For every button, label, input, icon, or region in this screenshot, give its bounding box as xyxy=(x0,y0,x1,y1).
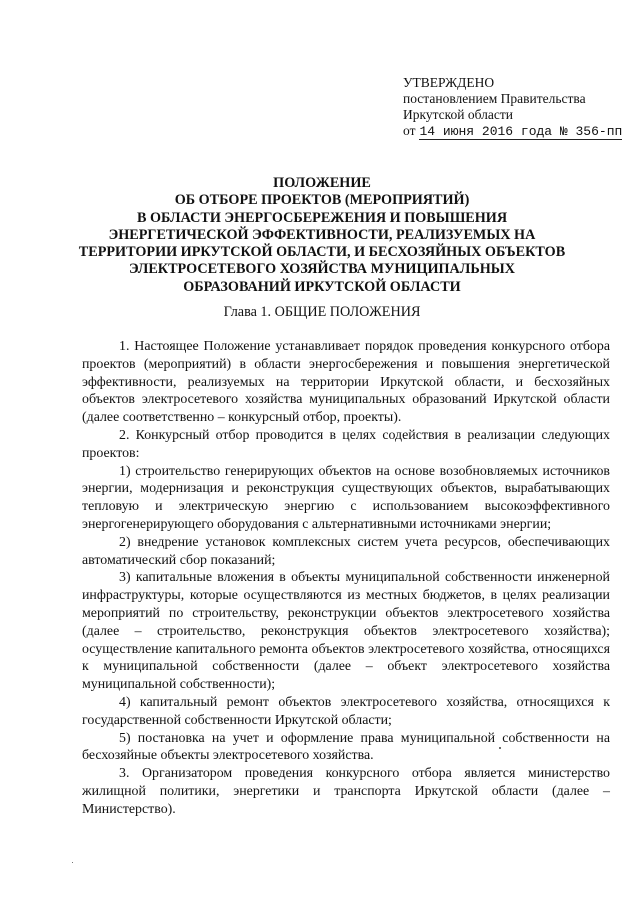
scan-speck xyxy=(72,862,73,863)
title-line: ТЕРРИТОРИИ ИРКУТСКОЙ ОБЛАСТИ, И БЕСХОЗЯЙНЫХ ОБЪЕКТОВ xyxy=(78,244,566,261)
list-item-1: 1) строительство генерирующих объектов на основе возобновляемых источников энергии, модернизация и реконструкция существующих объектов, вырабатывающих тепловую и электрическую энергию с использованием высокоэффективного энергогенерирующего оборудования с альтернативными источниками энергии; xyxy=(82,463,610,532)
paragraph-2: 2. Конкурсный отбор проводится в целях содействия в реализации следующих проектов: xyxy=(82,427,610,461)
title-line: ПОЛОЖЕНИЕ xyxy=(273,175,371,191)
order-line xyxy=(403,123,622,140)
list-item-3: 3) капитальные вложения в объекты муниципальной собственности инженерной инфраструктуры, которые осуществляются из местных бюджетов, в целях реализации мероприятий по строительству, реконструкции объектов электросетевого хозяйства (далее – строительство, реконструкция объектов электросетевого хозяйства); осуществление капитального ремонта объектов электросетевого хозяйства, относящихся к муниципальной собственности (далее – объект электросетевого хозяйства муниципальной собственности); xyxy=(82,570,610,693)
approved-label: УТВЕРЖДЕНО xyxy=(403,75,495,90)
approval-line-2: Иркутской области xyxy=(403,107,514,122)
list-item-2: 2) внедрение установок комплексных систем учета ресурсов, обеспечивающих автоматический сбор показаний; xyxy=(82,534,610,568)
document-title xyxy=(40,175,604,296)
list-item-4: 4) капитальный ремонт объектов электросетевого хозяйства, относящихся к государственной собственности Иркутской области; xyxy=(82,694,610,728)
order-date: 14 июня 2016 года № 356-пп xyxy=(419,124,623,139)
title-line: ОБ ОТБОРЕ ПРОЕКТОВ (МЕРОПРИЯТИЙ) xyxy=(174,192,470,209)
document-body xyxy=(82,338,610,819)
paragraph-1: 1. Настоящее Положение устанавливает порядок проведения конкурсного отбора проектов (мероприятий) в области энергосбережения и повышения энергетической эффективности, реализуемых на территории Иркутской области, и бесхозяйных объектов электросетевого хозяйства муниципальных образований Иркутской области (далее соответственно – конкурсный отбор, проекты). xyxy=(82,339,610,426)
list-item-5: 5) постановка на учет и оформление права муниципальной собственности на бесхозяйные объекты электросетевого хозяйства. xyxy=(82,730,610,764)
approval-stamp xyxy=(403,75,622,140)
title-line: ЭЛЕКТРОСЕТЕВОГО ХОЗЯЙСТВА МУНИЦИПАЛЬНЫХ xyxy=(129,261,515,278)
approval-line-1: постановлением Правительства xyxy=(403,91,586,106)
chapter-heading: Глава 1. ОБЩИЕ ПОЛОЖЕНИЯ xyxy=(223,304,421,320)
order-from-label: от xyxy=(403,123,416,138)
title-line: ЭНЕРГЕТИЧЕСКОЙ ЭФФЕКТИВНОСТИ, РЕАЛИЗУЕМЫХ НА xyxy=(108,226,536,243)
scan-speck xyxy=(499,747,501,749)
paragraph-3: 3. Организатором проведения конкурсного отбора является министерство жилищной политики, энергетики и транспорта Иркутской области (далее – Министерство). xyxy=(82,766,610,817)
title-line: ОБРАЗОВАНИЙ ИРКУТСКОЙ ОБЛАСТИ xyxy=(183,278,461,295)
title-line: В ОБЛАСТИ ЭНЕРГОСБЕРЕЖЕНИЯ И ПОВЫШЕНИЯ xyxy=(136,209,508,226)
